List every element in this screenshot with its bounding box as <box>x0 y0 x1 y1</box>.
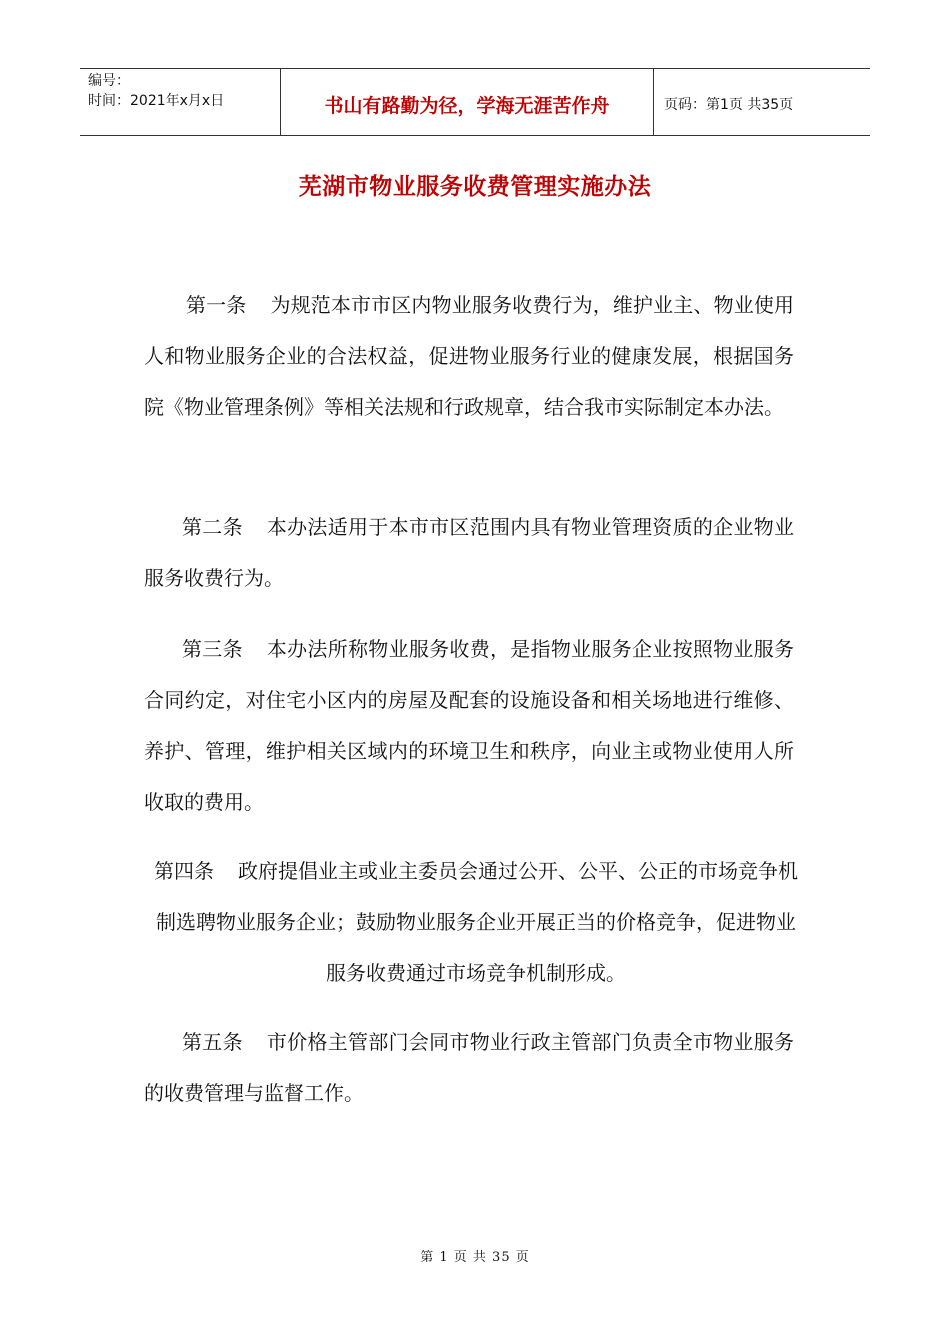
article-4-label: 第四条 <box>154 859 214 883</box>
header-motto: 书山有路勤为径，学海无涯苦作舟 <box>281 69 654 135</box>
article-4 <box>148 846 804 999</box>
article-1-text: 为规范本市市区内物业服务收费行为，维护业主、物业使用人和物业服务企业的合法权益，促进物业服务行业的健康发展，根据国务院《物业管理条例》等相关法规和行政规章，结合我市实际制定本办法。 <box>144 293 795 419</box>
article-5 <box>144 1017 794 1119</box>
header-page-code: 页码：第1页 共35页 <box>664 97 794 113</box>
article-5-label: 第五条 <box>182 1030 243 1054</box>
article-3-label: 第三条 <box>182 637 243 661</box>
article-1-label: 第一条 <box>186 293 247 317</box>
header-meta-cell <box>80 69 281 135</box>
date-label: 时间：2021年x月x日 <box>88 93 225 109</box>
serial-number-label: 编号： <box>88 73 130 89</box>
article-2-label: 第二条 <box>182 515 243 539</box>
document-title: 芜湖市物业服务收费管理实施办法 <box>298 174 652 200</box>
article-1 <box>144 280 794 433</box>
article-3 <box>144 624 794 828</box>
article-2 <box>144 502 794 604</box>
article-2-text: 本办法适用于本市市区范围内具有物业管理资质的企业物业服务收费行为。 <box>144 515 795 590</box>
page-footer: 第 1 页 共 35 页 <box>420 1250 530 1265</box>
article-4-text: 政府提倡业主或业主委员会通过公开、公平、公正的市场竞争机制选聘物业服务企业；鼓励物业服务企业开展正当的价格竞争，促进物业服务收费通过市场竞争机制形成。 <box>156 859 798 985</box>
article-5-text: 市价格主管部门会同市物业行政主管部门负责全市物业服务的收费管理与监督工作。 <box>144 1030 795 1105</box>
document-header <box>80 68 870 136</box>
article-3-text: 本办法所称物业服务收费，是指物业服务企业按照物业服务合同约定，对住宅小区内的房屋及配套的设施设备和相关场地进行维修、养护、管理，维护相关区域内的环境卫生和秩序，向业主或物业使用人所收取的费用。 <box>144 637 795 814</box>
